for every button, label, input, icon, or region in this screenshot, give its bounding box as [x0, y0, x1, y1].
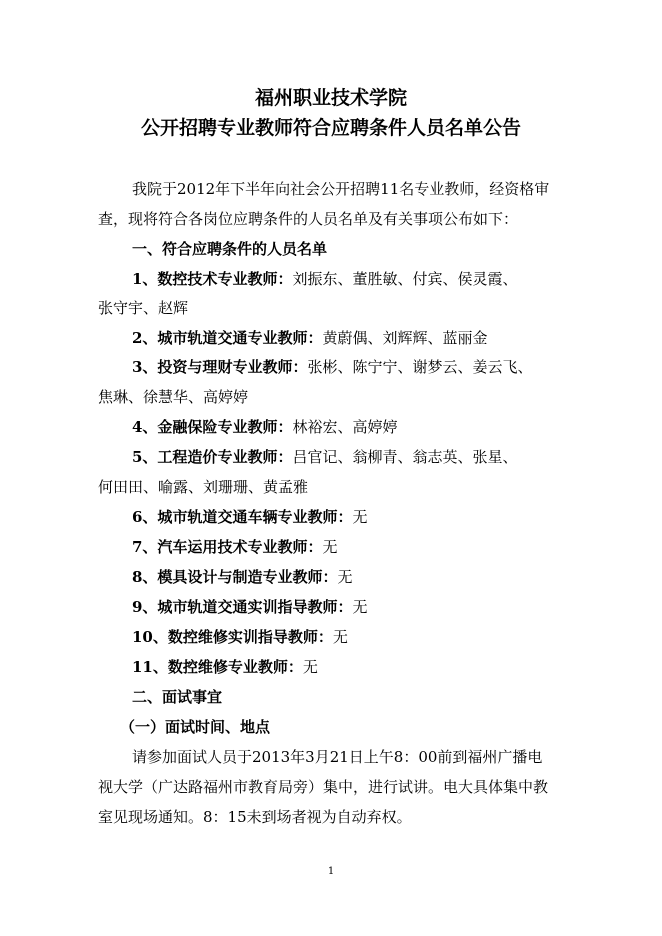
item-label: 4、金融保险专业教师： [132, 418, 293, 436]
interview-line-2: 视大学（广达路福州市教育局旁）集中，进行试讲。电大具体集中教 [98, 778, 549, 796]
list-item-1-cont: 张守宇、赵辉 [98, 299, 189, 317]
item-names: 无 [352, 508, 368, 526]
item-names: 张彬、陈宁宁、谢梦云、姜云飞、 [307, 358, 533, 376]
interview-line-3: 室见现场通知。8：15未到场者视为自动弃权。 [98, 808, 412, 826]
list-item-1 [132, 268, 517, 290]
title-school: 福州职业技术学院 [254, 87, 407, 109]
item-names: 无 [352, 598, 368, 616]
section1-heading: 一、符合应聘条件的人员名单 [132, 240, 328, 258]
section2-sub1-heading: （一）面试时间、地点 [120, 718, 271, 736]
interview-line-1: 请参加面试人员于2013年3月21日上午8：00前到福州广播电 [132, 748, 543, 766]
item-label: 7、汽车运用技术专业教师： [132, 538, 323, 556]
list-item-8 [132, 566, 352, 588]
list-item-2 [132, 327, 487, 349]
item-names: 无 [337, 568, 353, 586]
intro-line-1: 我院于2012年下半年向社会公开招聘11名专业教师，经资格审 [132, 180, 550, 198]
list-item-3-cont: 焦琳、徐慧华、高婷婷 [98, 388, 249, 406]
item-label: 9、城市轨道交通实训指导教师： [132, 598, 353, 616]
page-number: 1 [327, 866, 335, 877]
list-item-10 [132, 626, 348, 648]
list-item-9 [132, 596, 367, 618]
list-item-4 [132, 416, 397, 438]
item-label: 10、数控维修实训指导教师： [132, 628, 333, 646]
item-label: 11、数控维修专业教师： [132, 658, 303, 676]
section2-heading: 二、面试事宜 [132, 688, 223, 706]
item-names: 吕官记、翁柳青、翁志英、张星、 [292, 448, 518, 466]
item-names: 无 [322, 538, 338, 556]
item-names: 林裕宏、高婷婷 [292, 418, 398, 436]
list-item-6 [132, 506, 367, 528]
item-label: 6、城市轨道交通车辆专业教师： [132, 508, 353, 526]
item-names: 刘振东、董胜敏、付宾、侯灵霞、 [292, 270, 518, 288]
intro-line-2: 查，现将符合各岗位应聘条件的人员名单及有关事项公布如下： [98, 210, 519, 228]
item-label: 8、模具设计与制造专业教师： [132, 568, 338, 586]
list-item-7 [132, 536, 337, 558]
item-names: 黄蔚偶、刘辉辉、蓝丽金 [322, 329, 488, 347]
item-names: 无 [332, 628, 348, 646]
list-item-11 [132, 656, 318, 678]
list-item-5-cont: 何田田、喻露、刘珊珊、黄孟雅 [98, 478, 309, 496]
item-label: 3、投资与理财专业教师： [132, 358, 308, 376]
list-item-3 [132, 356, 532, 378]
item-label: 5、工程造价专业教师： [132, 448, 293, 466]
item-names: 无 [302, 658, 318, 676]
item-label: 1、数控技术专业教师： [132, 270, 293, 288]
title-announcement: 公开招聘专业教师符合应聘条件人员名单公告 [140, 117, 521, 139]
item-label: 2、城市轨道交通专业教师： [132, 329, 323, 347]
list-item-5 [132, 446, 517, 468]
